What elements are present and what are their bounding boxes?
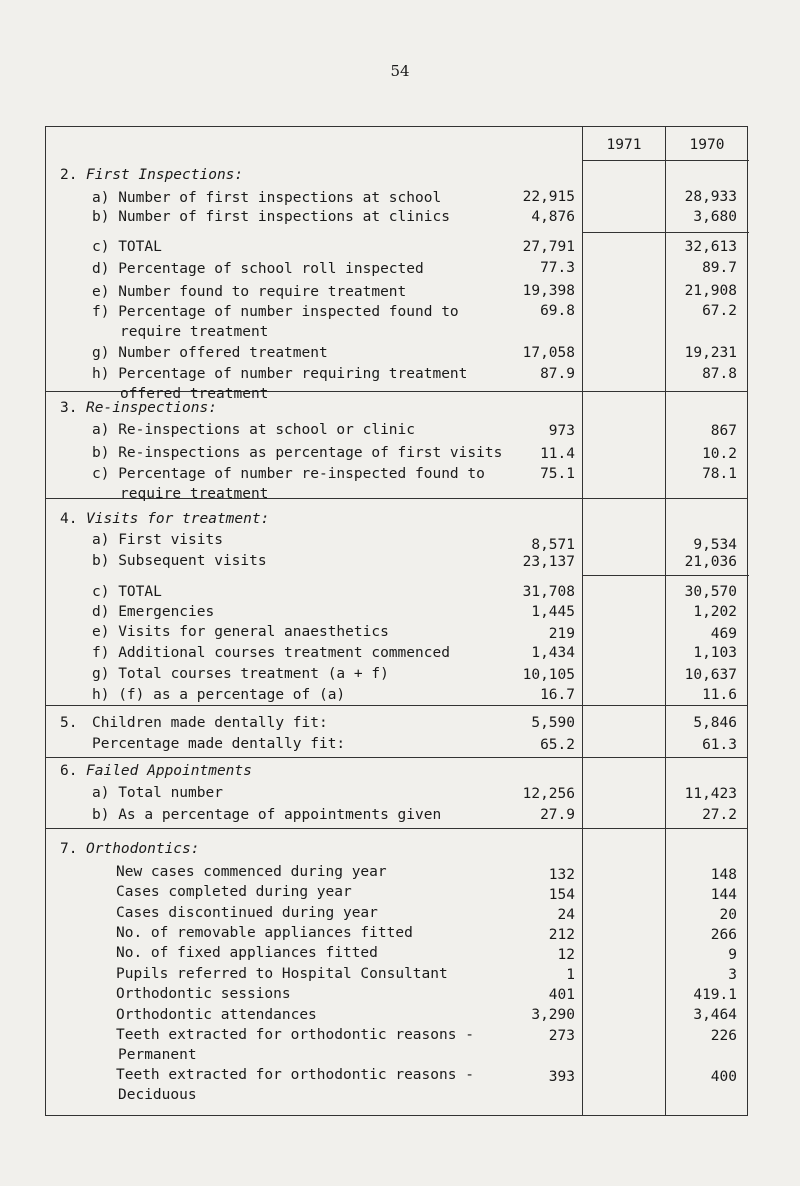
row-label: Teeth extracted for orthodontic reasons -: [116, 1067, 474, 1083]
row-label: Cases discontinued during year: [116, 905, 378, 921]
row-label: Cases completed during year: [116, 884, 352, 900]
value-1970: 1,202: [693, 604, 737, 620]
value-1970: 61.3: [702, 737, 737, 753]
value-1970: 20: [719, 907, 737, 923]
row-label: e) Visits for general anaesthetics: [92, 624, 389, 640]
section-title: [60, 763, 252, 779]
value-1971: 393: [548, 1069, 575, 1085]
value-1970: 9,534: [693, 537, 737, 553]
row-label: c) TOTAL: [92, 239, 162, 255]
value-1970: 32,613: [684, 239, 737, 255]
row-label: b) Re-inspections as percentage of first visits: [92, 445, 503, 461]
row-label: No. of fixed appliances fitted: [116, 945, 378, 961]
value-1970: 3,464: [693, 1007, 737, 1023]
section-number: 7.: [60, 841, 78, 857]
value-1971: 273: [548, 1028, 575, 1044]
row-label: a) Re-inspections at school or clinic: [92, 422, 416, 438]
value-1971: 1,434: [531, 645, 575, 661]
section-heading: Visits for treatment:: [86, 511, 270, 527]
section-title: [60, 511, 269, 527]
section-number: 3.: [60, 400, 78, 416]
value-1970: 226: [710, 1028, 737, 1044]
value-1970: 19,231: [684, 345, 737, 361]
value-1971: 10,105: [522, 667, 575, 683]
value-1970: 867: [710, 423, 737, 439]
row-label-continuation: Deciduous: [118, 1087, 197, 1103]
page-number: 54: [390, 62, 410, 80]
value-1970: 469: [710, 626, 737, 642]
row-label-continuation: require treatment: [120, 486, 269, 502]
value-1970: 67.2: [702, 303, 737, 319]
column-header-1971: 1971: [606, 137, 642, 153]
value-1971: 132: [548, 867, 575, 883]
value-1970: 30,570: [684, 584, 737, 600]
value-1970: 9: [728, 947, 737, 963]
value-1970: 148: [710, 867, 737, 883]
value-1970: 89.7: [702, 260, 737, 276]
row-label: Pupils referred to Hospital Consultant: [116, 966, 448, 982]
row-label: d) Emergencies: [92, 604, 215, 620]
value-1971: 16.7: [540, 687, 575, 703]
row-label: a) First visits: [92, 532, 223, 548]
row-label: c) Percentage of number re-inspected found to: [92, 466, 485, 482]
value-1971: 19,398: [522, 283, 575, 299]
row-label: e) Number found to require treatment: [92, 284, 407, 300]
value-1970: 419.1: [693, 987, 737, 1003]
value-1971: 77.3: [540, 260, 575, 276]
row-label: No. of removable appliances fitted: [116, 925, 413, 941]
row-label: b) As a percentage of appointments given: [92, 807, 442, 823]
column-divider-1971: [582, 127, 583, 1115]
row-label: Orthodontic sessions: [116, 986, 291, 1002]
value-1971: 22,915: [522, 189, 575, 205]
section-separator: [46, 757, 747, 758]
value-1971: 12: [557, 947, 575, 963]
row-label: b) Number of first inspections at clinics: [92, 209, 450, 225]
value-1970: 1,103: [693, 645, 737, 661]
section-number: 6.: [60, 763, 78, 779]
value-1970: 400: [710, 1069, 737, 1085]
section-title: [60, 715, 86, 731]
row-label: New cases commenced during year: [116, 864, 387, 880]
row-label: d) Percentage of school roll inspected: [92, 261, 424, 277]
value-1970: 10,637: [684, 667, 737, 683]
value-1971: 87.9: [540, 366, 575, 382]
value-1971: 8,571: [531, 537, 575, 553]
value-1970: 21,908: [684, 283, 737, 299]
section-number: 4.: [60, 511, 78, 527]
value-1971: 1: [566, 967, 575, 983]
value-1971: 5,590: [531, 715, 575, 731]
row-label: c) TOTAL: [92, 584, 162, 600]
statistics-table: [45, 126, 748, 1116]
value-1971: 65.2: [540, 737, 575, 753]
value-1970: 266: [710, 927, 737, 943]
value-1970: 3: [728, 967, 737, 983]
total-rule-section-2: [582, 232, 749, 233]
value-1970: 144: [710, 887, 737, 903]
row-label: h) (f) as a percentage of (a): [92, 687, 346, 703]
section-heading: Re-inspections:: [86, 400, 217, 416]
row-label: f) Additional courses treatment commenced: [92, 645, 450, 661]
row-label: a) Total number: [92, 785, 223, 801]
section-title: [60, 400, 217, 416]
section-heading: Orthodontics:: [86, 841, 200, 857]
header-rule: [582, 160, 749, 161]
section-number: 2.: [60, 167, 78, 183]
value-1970: 5,846: [693, 715, 737, 731]
value-1971: 31,708: [522, 584, 575, 600]
row-label: b) Subsequent visits: [92, 553, 267, 569]
value-1970: 10.2: [702, 446, 737, 462]
value-1971: 24: [557, 907, 575, 923]
section-separator: [46, 828, 747, 829]
value-1971: 12,256: [522, 786, 575, 802]
value-1971: 1,445: [531, 604, 575, 620]
value-1971: 75.1: [540, 466, 575, 482]
value-1970: 11.6: [702, 687, 737, 703]
value-1971: 27,791: [522, 239, 575, 255]
value-1970: 27.2: [702, 807, 737, 823]
value-1971: 11.4: [540, 446, 575, 462]
section-heading: Failed Appointments: [86, 763, 252, 779]
row-label: Percentage made dentally fit:: [92, 736, 346, 752]
row-label: g) Total courses treatment (a + f): [92, 666, 389, 682]
row-label: f) Percentage of number inspected found to: [92, 304, 459, 320]
total-rule-section-4: [582, 575, 749, 576]
value-1971: 69.8: [540, 303, 575, 319]
row-label-continuation: require treatment: [120, 324, 269, 340]
row-label: Teeth extracted for orthodontic reasons -: [116, 1027, 474, 1043]
section-separator: [46, 705, 747, 706]
section-title: [60, 167, 243, 183]
value-1971: 154: [548, 887, 575, 903]
value-1971: 4,876: [531, 209, 575, 225]
value-1971: 17,058: [522, 345, 575, 361]
row-label: Orthodontic attendances: [116, 1007, 317, 1023]
row-label-continuation: Permanent: [118, 1047, 197, 1063]
section-title: [60, 841, 200, 857]
value-1971: 27.9: [540, 807, 575, 823]
value-1971: 23,137: [522, 554, 575, 570]
row-label: h) Percentage of number requiring treatment: [92, 366, 468, 382]
value-1971: 973: [548, 423, 575, 439]
section-heading: First Inspections:: [86, 167, 244, 183]
value-1970: 87.8: [702, 366, 737, 382]
value-1971: 401: [548, 987, 575, 1003]
value-1970: 3,680: [693, 209, 737, 225]
value-1970: 78.1: [702, 466, 737, 482]
row-label: a) Number of first inspections at school: [92, 190, 442, 206]
value-1970: 21,036: [684, 554, 737, 570]
column-header-1970: 1970: [689, 137, 725, 153]
row-label: g) Number offered treatment: [92, 345, 328, 361]
value-1971: 219: [548, 626, 575, 642]
row-label: Children made dentally fit:: [92, 715, 328, 731]
value-1970: 28,933: [684, 189, 737, 205]
value-1971: 212: [548, 927, 575, 943]
value-1970: 11,423: [684, 786, 737, 802]
row-label-continuation: offered treatment: [120, 386, 269, 402]
value-1971: 3,290: [531, 1007, 575, 1023]
section-number: 5.: [60, 715, 78, 731]
